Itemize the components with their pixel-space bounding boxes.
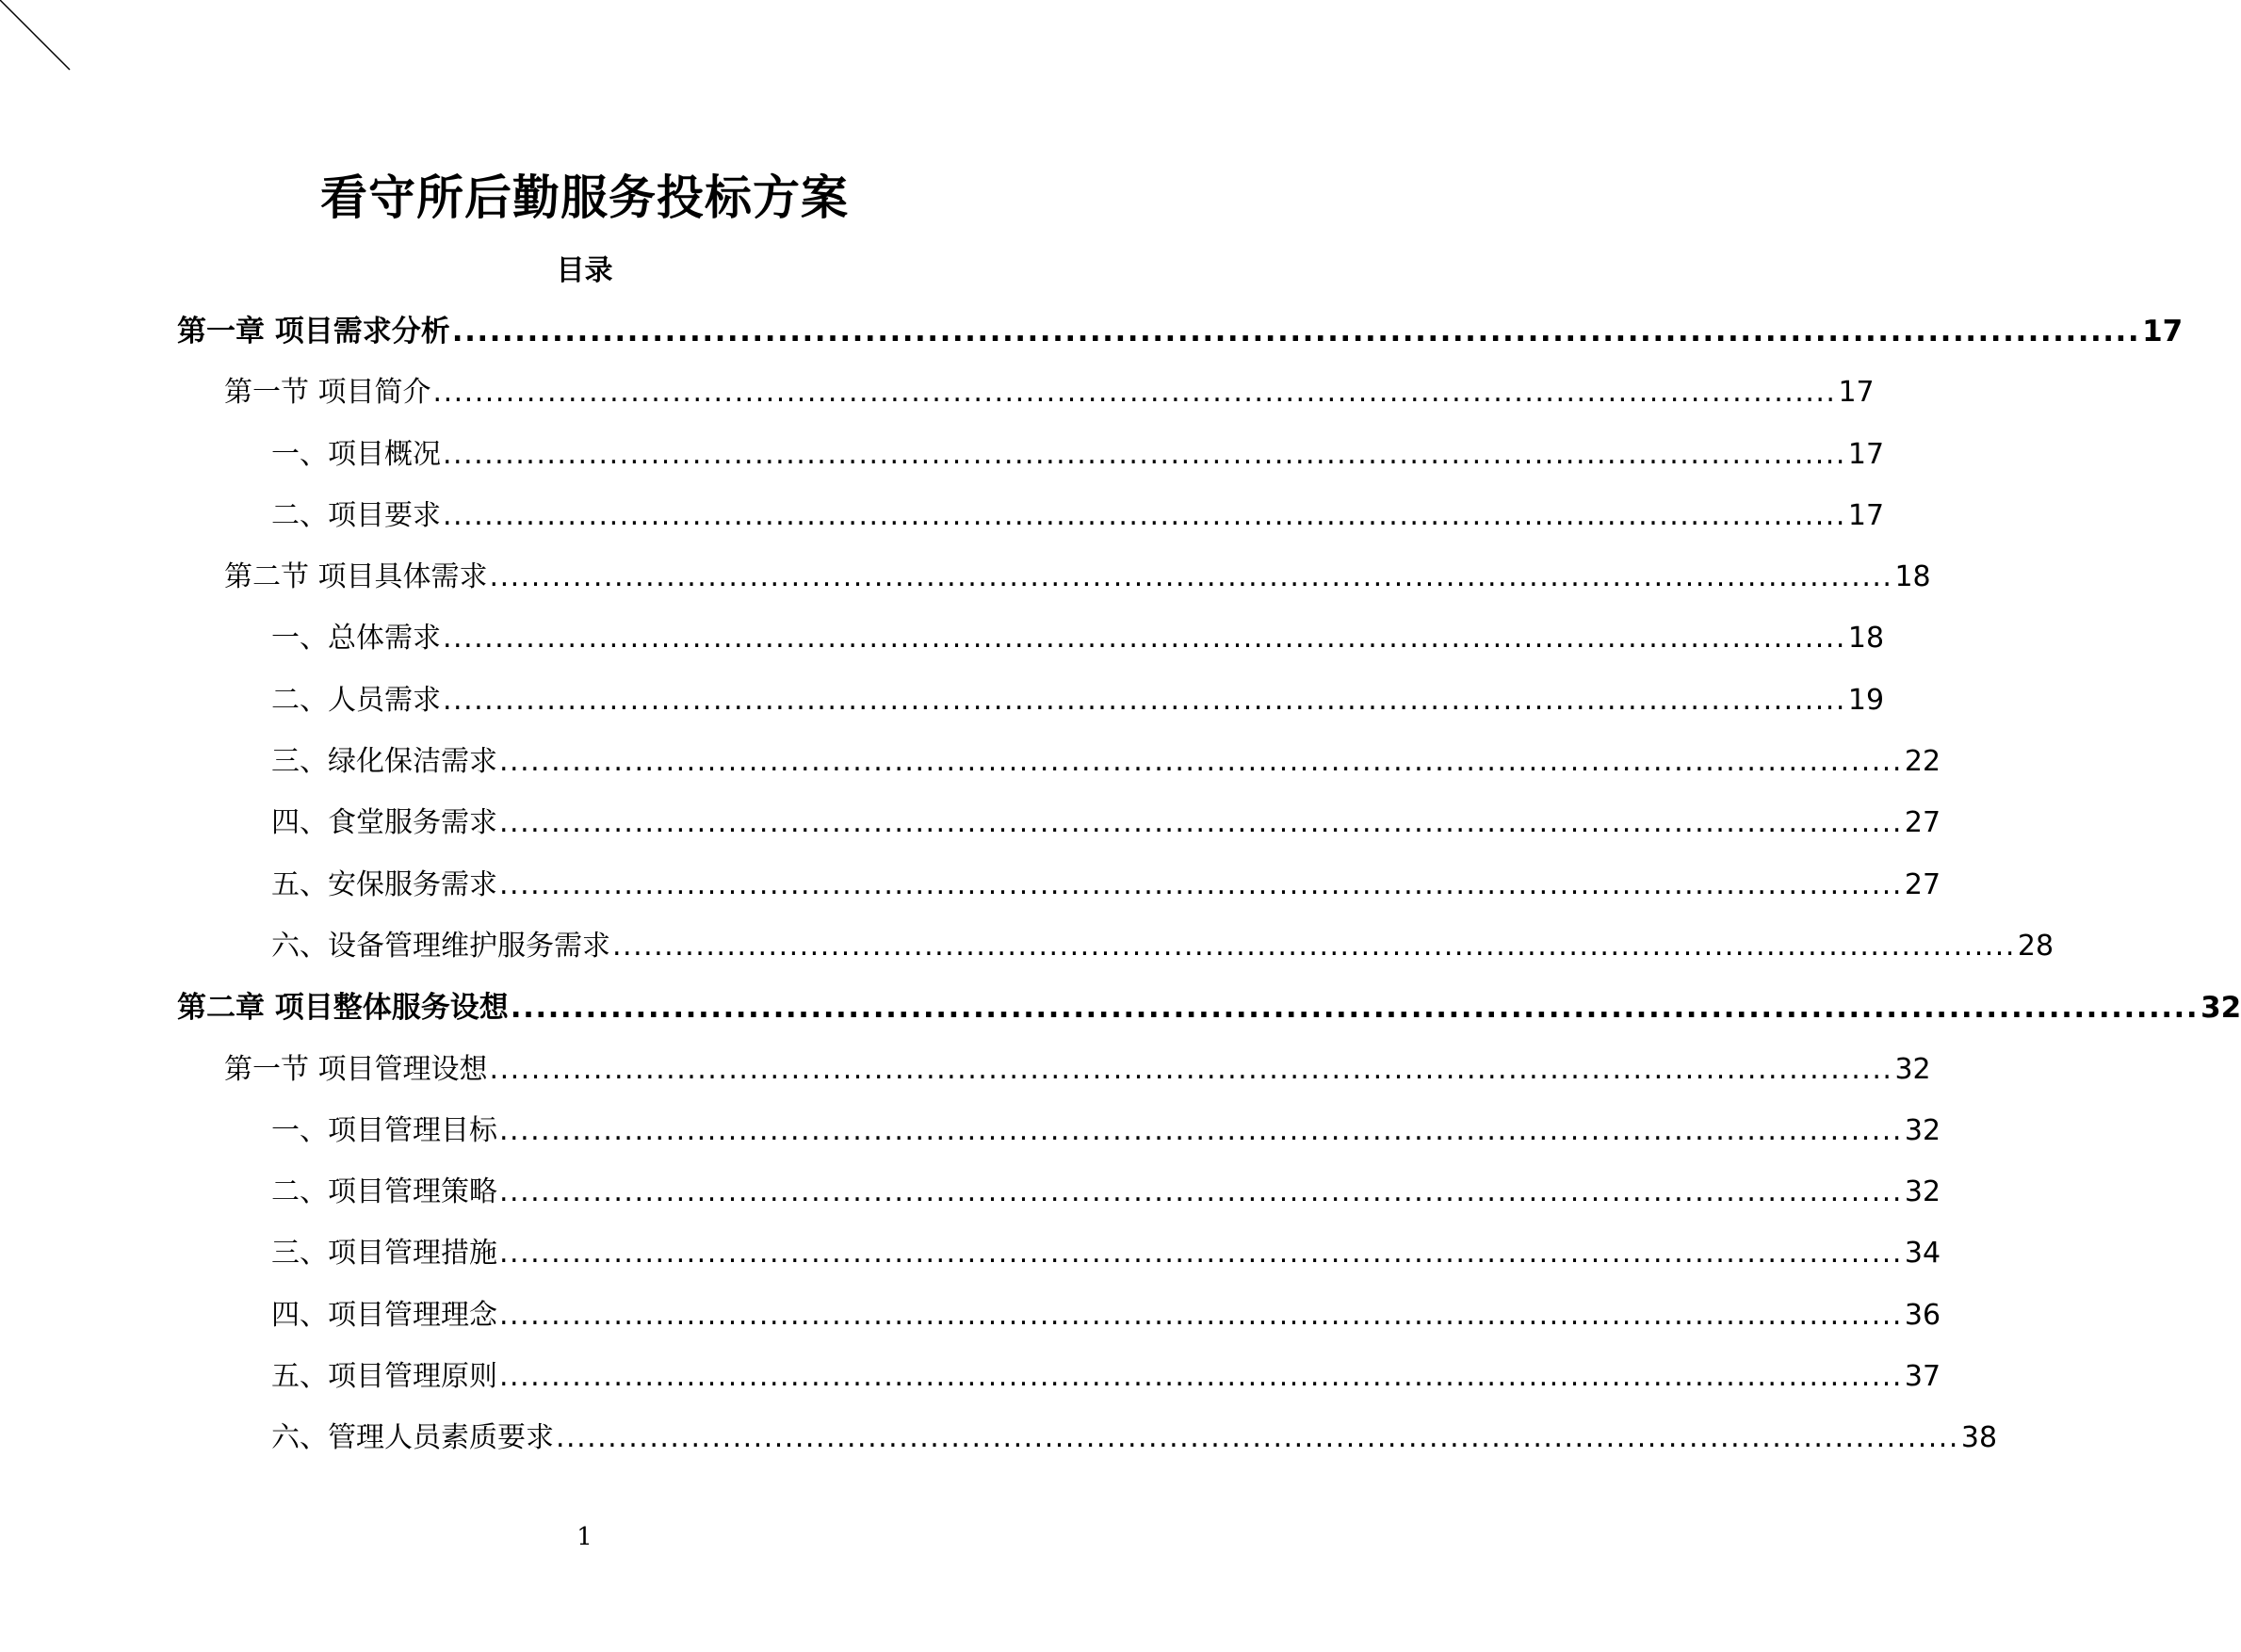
toc-entry[interactable]: [177, 1412, 1998, 1473]
toc-entry-page: 18: [1894, 560, 1931, 594]
toc-entry-page: 32: [2200, 991, 2241, 1026]
toc-entry-label: 三、绿化保洁需求: [271, 745, 497, 779]
toc-entry[interactable]: [177, 736, 1941, 797]
toc-entry-label: 三、项目管理措施: [271, 1237, 497, 1271]
toc-entry-label: 二、项目管理策略: [271, 1175, 497, 1209]
toc-leader-dots: .......................................................................................................................................: [451, 315, 2141, 348]
toc-entry-label: 第一章 项目需求分析: [177, 315, 450, 348]
toc-entry-label: 四、食堂服务需求: [271, 806, 497, 840]
toc-entry-page: 36: [1904, 1298, 1941, 1332]
toc-entry[interactable]: [177, 674, 1885, 736]
corner-crop-mark: [0, 0, 75, 75]
toc-entry[interactable]: [177, 490, 1885, 551]
toc-leader-dots: .......................................................................................................................................: [499, 1237, 1903, 1271]
toc-entry-label: 五、安保服务需求: [271, 867, 497, 901]
toc-leader-dots: .......................................................................................................................................: [510, 991, 2200, 1026]
toc-leader-dots: .......................................................................................................................................: [499, 745, 1903, 779]
toc-entry[interactable]: [177, 305, 2184, 366]
toc-entry[interactable]: [177, 920, 2054, 981]
toc-entry[interactable]: [177, 797, 1941, 858]
toc-entry-page: 32: [1894, 1052, 1931, 1086]
toc-entry[interactable]: [177, 1105, 1941, 1166]
toc-leader-dots: .......................................................................................................................................: [499, 1175, 1903, 1209]
toc-leader-dots: .......................................................................................................................................: [499, 1113, 1903, 1147]
toc-leader-dots: .......................................................................................................................................: [443, 437, 1846, 471]
toc-entry-label: 一、项目管理目标: [271, 1113, 497, 1147]
toc-entry[interactable]: [177, 1227, 1941, 1288]
toc-entry-page: 19: [1847, 683, 1885, 717]
toc-entry-page: 32: [1904, 1113, 1941, 1147]
toc-entry[interactable]: [177, 859, 1941, 920]
toc-entry[interactable]: [177, 1289, 1941, 1351]
toc-entry[interactable]: [177, 551, 1931, 612]
toc-entry[interactable]: [177, 366, 1875, 428]
toc-leader-dots: .......................................................................................................................................: [556, 1421, 1959, 1455]
toc-entry[interactable]: [177, 612, 1885, 673]
toc-leader-dots: .......................................................................................................................................: [432, 376, 1837, 410]
toc-entry-label: 第一节 项目简介: [224, 376, 431, 410]
toc-entry-label: 一、项目概况: [271, 437, 441, 471]
toc-entry-label: 二、项目要求: [271, 498, 441, 532]
toc-entry-label: 第二章 项目整体服务设想: [177, 991, 509, 1026]
page-number: 1: [576, 1523, 593, 1551]
toc-entry[interactable]: [177, 429, 1885, 490]
toc-entry-label: 第二节 项目具体需求: [224, 560, 488, 594]
toc-entry[interactable]: [177, 1044, 1931, 1105]
toc-leader-dots: .......................................................................................................................................: [499, 1298, 1903, 1332]
toc-leader-dots: .......................................................................................................................................: [443, 622, 1846, 656]
toc-leader-dots: .......................................................................................................................................: [443, 498, 1846, 532]
toc-entry-label: 六、管理人员素质要求: [271, 1421, 554, 1455]
toc-entry-page: 37: [1904, 1360, 1941, 1394]
toc-entry-page: 28: [2017, 929, 2054, 963]
toc-entry-label: 五、项目管理原则: [271, 1360, 497, 1394]
toc-entry-page: 27: [1904, 867, 1941, 901]
toc-leader-dots: .......................................................................................................................................: [612, 929, 2016, 963]
toc-leader-dots: .......................................................................................................................................: [443, 683, 1846, 717]
toc-entry[interactable]: [177, 981, 2241, 1043]
toc-entry-label: 一、总体需求: [271, 622, 441, 656]
toc-entry-page: 27: [1904, 806, 1941, 840]
toc-entry-page: 17: [1847, 498, 1885, 532]
toc-entry[interactable]: [177, 1351, 1941, 1412]
toc-heading: 目录: [556, 254, 613, 287]
toc-leader-dots: .......................................................................................................................................: [489, 560, 1893, 594]
toc-leader-dots: .......................................................................................................................................: [499, 867, 1903, 901]
toc-entry-label: 六、设备管理维护服务需求: [271, 929, 610, 963]
toc-entry-page: 32: [1904, 1175, 1941, 1209]
toc-leader-dots: .......................................................................................................................................: [499, 806, 1903, 840]
toc-entry-label: 二、人员需求: [271, 683, 441, 717]
toc-entry-page: 17: [1847, 437, 1885, 471]
document-title: 看守所后勤服务投标方案: [320, 170, 849, 225]
toc-entry-page: 34: [1904, 1237, 1941, 1271]
toc-entry-page: 17: [2142, 315, 2184, 348]
toc-entry-label: 四、项目管理理念: [271, 1298, 497, 1332]
toc-leader-dots: .......................................................................................................................................: [489, 1052, 1893, 1086]
toc-entry-label: 第一节 项目管理设想: [224, 1052, 488, 1086]
toc-entry-page: 17: [1838, 376, 1875, 410]
toc-entry[interactable]: [177, 1166, 1941, 1227]
toc-entry-page: 18: [1847, 622, 1885, 656]
toc-entry-page: 38: [1960, 1421, 1998, 1455]
toc-leader-dots: .......................................................................................................................................: [499, 1360, 1903, 1394]
toc-entry-page: 22: [1904, 745, 1941, 779]
table-of-contents: [177, 305, 2241, 1474]
